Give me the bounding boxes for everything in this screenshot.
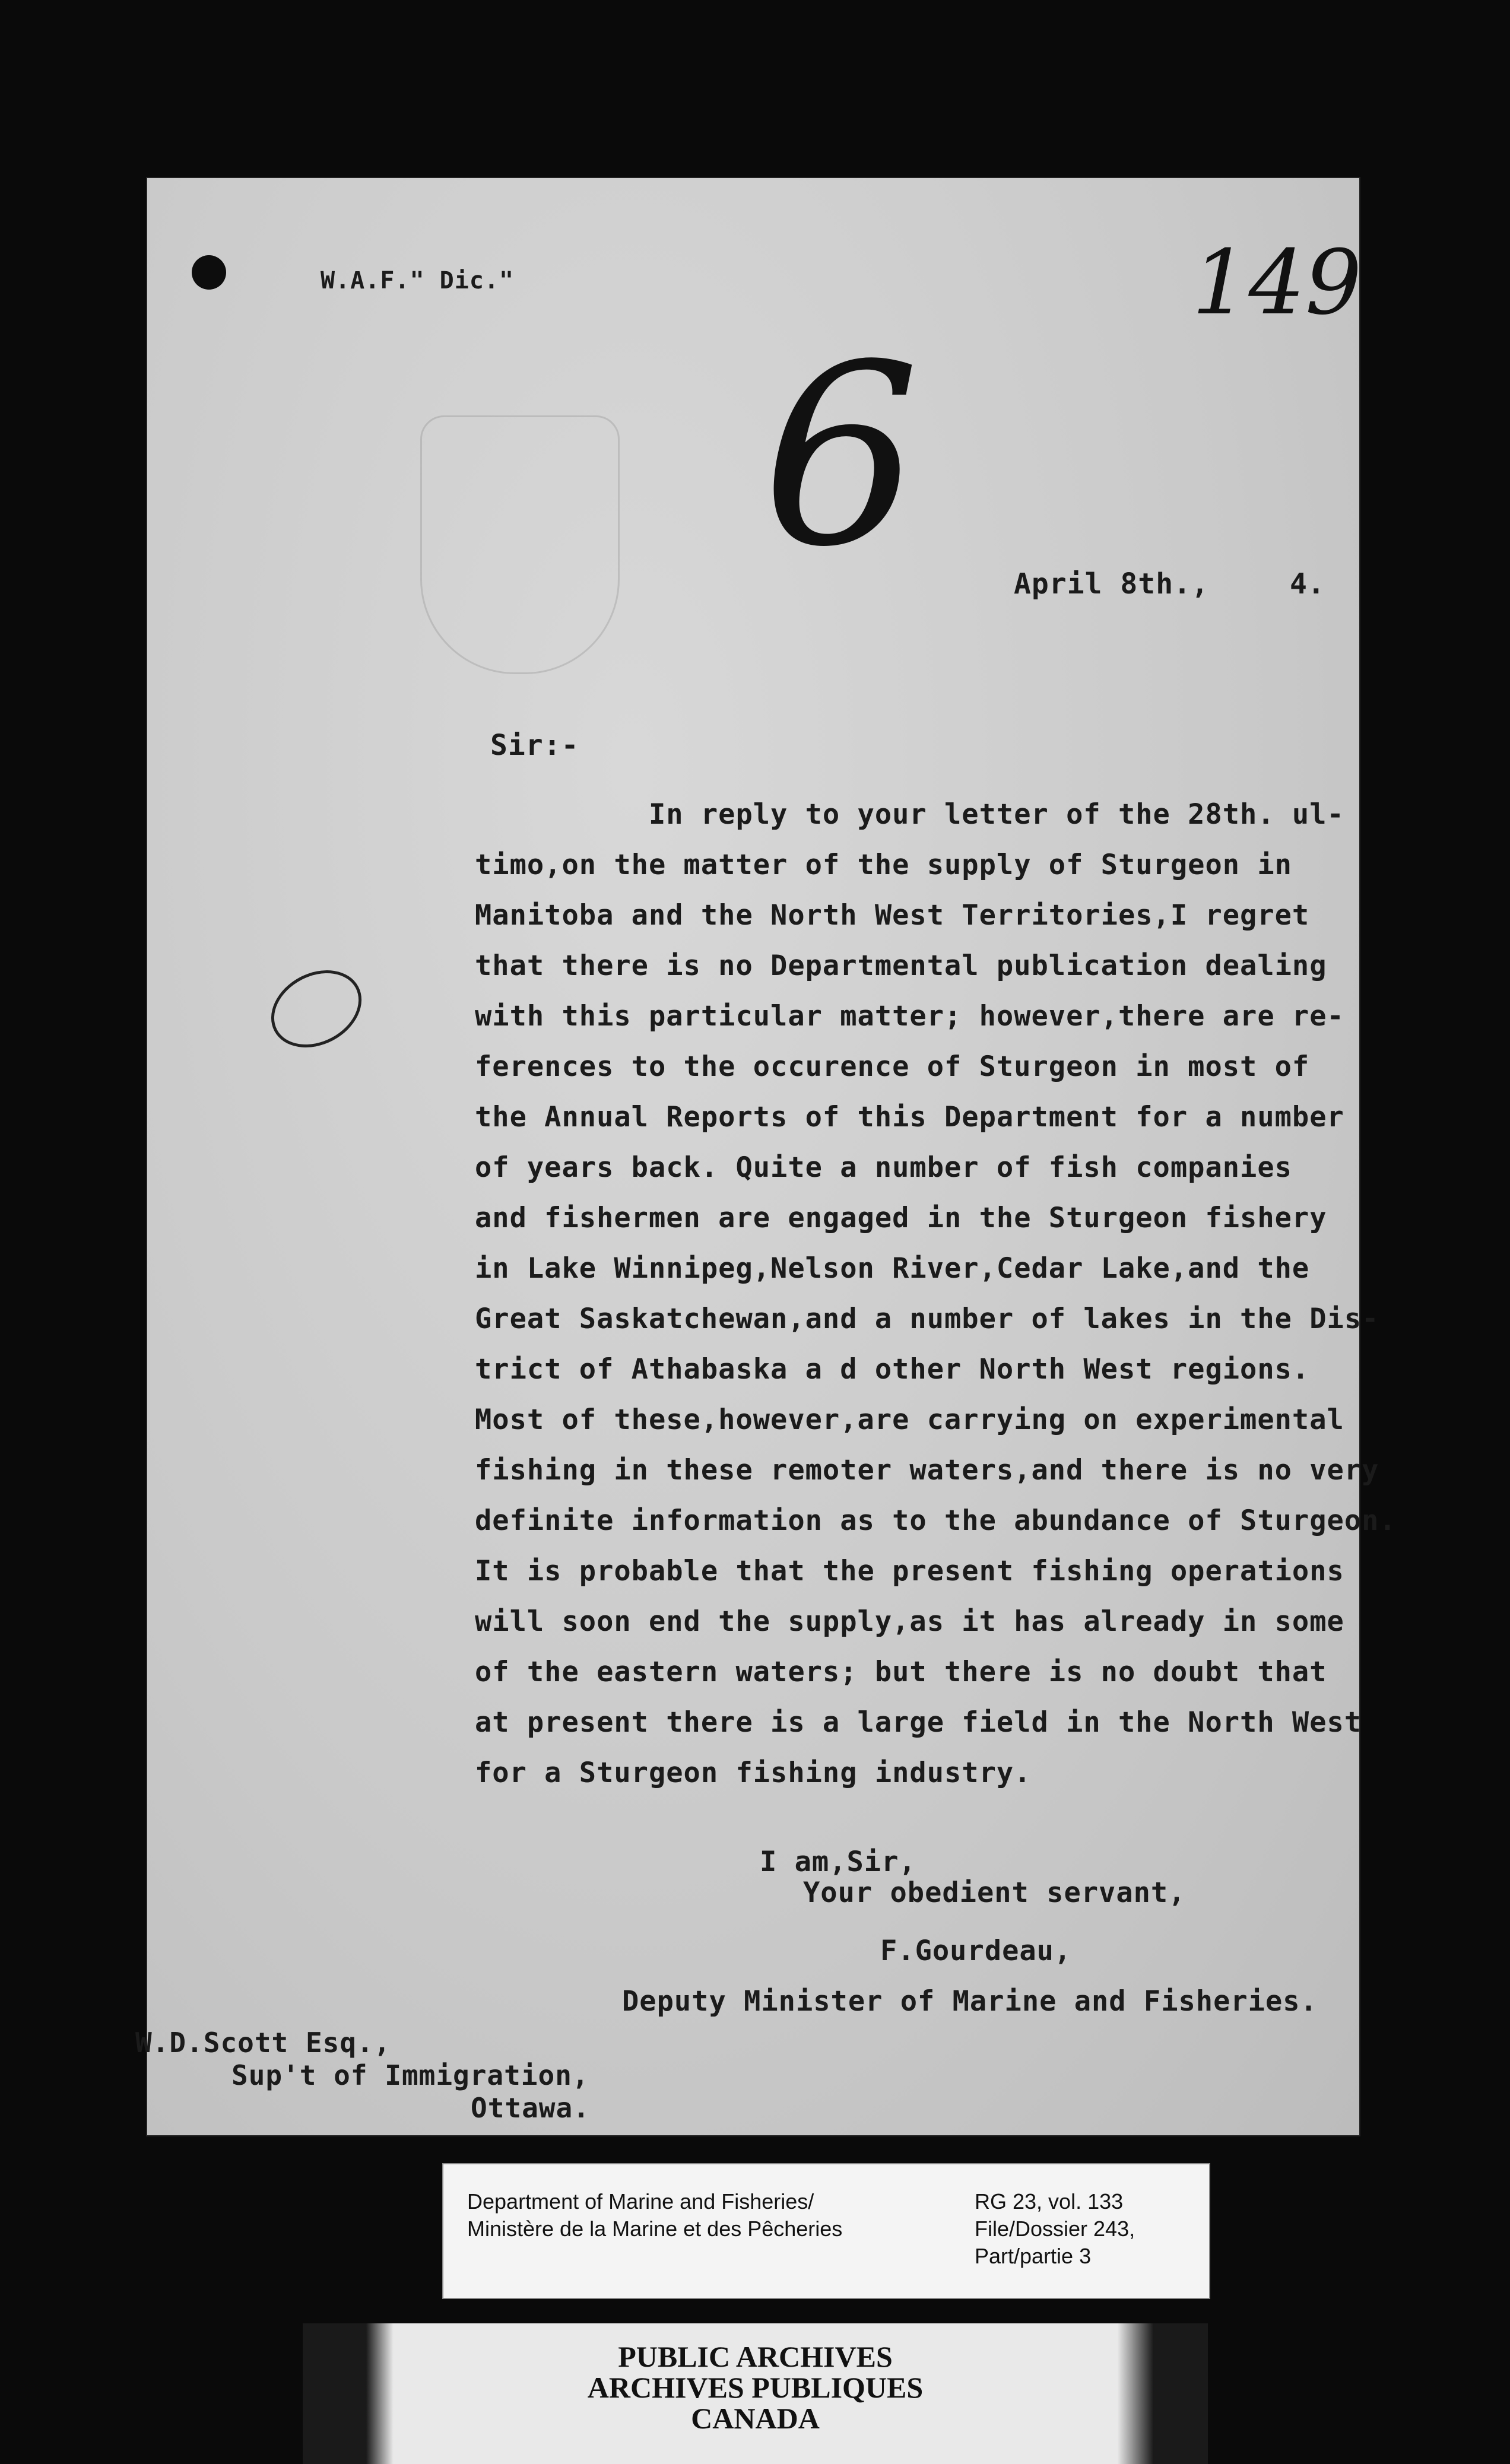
body-line: Great Saskatchewan,and a number of lakes in the Dis- — [475, 1303, 1379, 1335]
body-line: and fishermen are engaged in the Sturgeon fishery — [475, 1202, 1327, 1234]
part-number: Part/partie 3 — [975, 2244, 1092, 2268]
body-line: trict of Athabaska a d other North West regions. — [475, 1353, 1310, 1386]
addressee-name: W.D.Scott Esq., — [135, 2027, 391, 2059]
addressee-city: Ottawa. — [471, 2092, 590, 2124]
body-line: ferences to the occurence of Sturgeon in most of — [475, 1050, 1310, 1083]
body-line: Most of these,however,are carrying on experimental — [475, 1404, 1344, 1436]
file-number: File/Dossier 243, — [975, 2217, 1135, 2241]
letter-page — [135, 178, 1397, 2135]
body-line: in Lake Winnipeg,Nelson River,Cedar Lake,and the — [475, 1252, 1310, 1285]
signature-name: F.Gourdeau, — [880, 1935, 1072, 1967]
public-archives-stamp — [303, 2323, 1208, 2464]
record-group: RG 23, vol. 133 — [975, 2189, 1124, 2214]
department-names — [467, 2188, 842, 2243]
page-number: 4. — [1290, 567, 1325, 601]
department-french: Ministère de la Marine et des Pêcheries — [467, 2217, 843, 2241]
body-line: In reply to your letter of the 28th. ul- — [475, 798, 1344, 831]
archives-line-english: PUBLIC ARCHIVES — [618, 2340, 893, 2373]
body-line: that there is no Departmental publication dealing — [475, 950, 1327, 982]
signature-title: Deputy Minister of Marine and Fisheries. — [622, 1985, 1318, 2018]
body-line: It is probable that the present fishing operations — [475, 1555, 1344, 1587]
body-line: for a Sturgeon fishing industry. — [475, 1757, 1032, 1789]
body-line: will soon end the supply,as it has already in some — [475, 1605, 1344, 1638]
body-line: with this particular matter; however,there are re- — [475, 1000, 1344, 1033]
department-english: Department of Marine and Fisheries/ — [467, 2189, 814, 2214]
archives-line-french: ARCHIVES PUBLIQUES — [587, 2371, 924, 2404]
ink-stamp — [258, 955, 375, 1062]
body-line: of the eastern waters; but there is no doubt that — [475, 1656, 1327, 1688]
reference-code: W.A.F." Dic." — [321, 267, 515, 294]
watermark-crest — [420, 415, 620, 674]
body-line: definite information as to the abundance of Sturgeon. — [475, 1504, 1397, 1537]
letter-date: April 8th., — [1014, 567, 1209, 601]
closing-line: I am,Sir, — [760, 1846, 916, 1878]
body-line: at present there is a large field in the North West — [475, 1706, 1362, 1739]
closing-line: Your obedient servant, — [803, 1876, 1186, 1909]
handwritten-folio-number: 149 — [1192, 231, 1362, 335]
body-line: fishing in these remoter waters,and there is no very — [475, 1454, 1379, 1487]
body-line: Manitoba and the North West Territories,I regret — [475, 899, 1310, 932]
salutation: Sir:- — [490, 729, 579, 762]
addressee-title: Sup't of Immigration, — [231, 2059, 589, 2091]
body-line: the Annual Reports of this Department for a number — [475, 1101, 1344, 1133]
body-line: timo,on the matter of the supply of Sturgeon in — [475, 849, 1292, 881]
punch-hole — [192, 255, 226, 290]
archive-reference-label — [442, 2163, 1210, 2299]
handwritten-mark: 6 — [762, 312, 921, 602]
record-group-reference — [975, 2188, 1135, 2270]
archives-line-country: CANADA — [691, 2402, 820, 2435]
body-line: of years back. Quite a number of fish companies — [475, 1151, 1292, 1184]
